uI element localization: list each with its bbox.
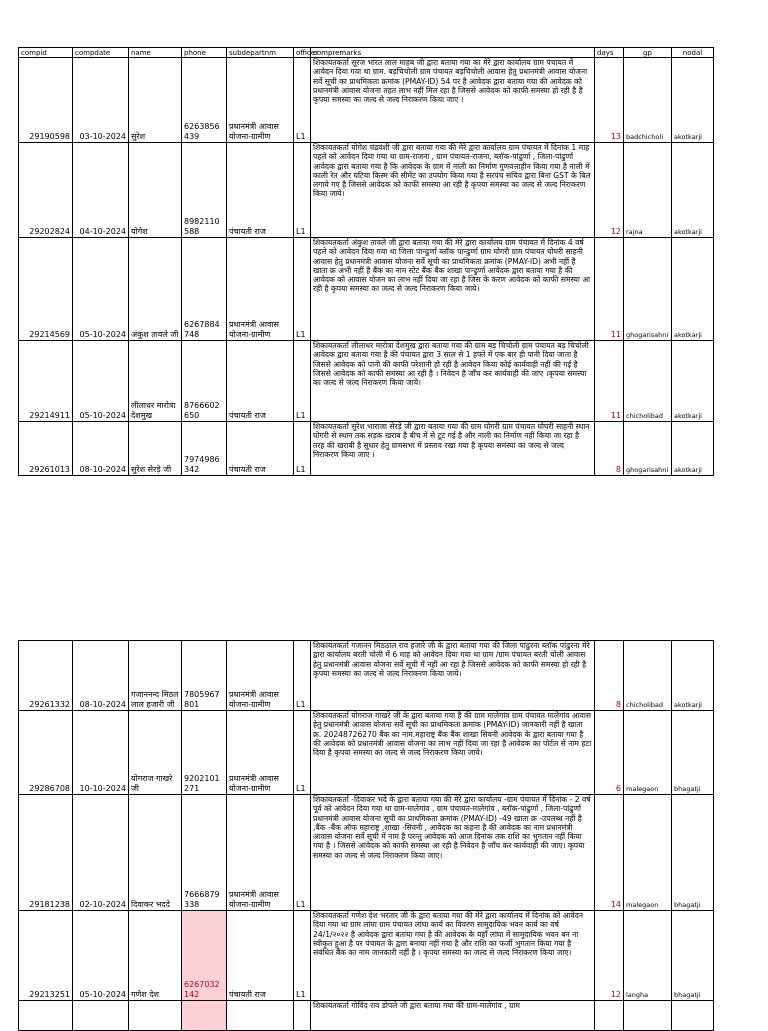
phone-cell: 6263856 439	[182, 58, 227, 143]
days-cell: 12	[595, 911, 624, 1001]
name-cell: दिवाकर भददे	[129, 795, 182, 911]
name-cell: गजाननन्द मिठल लाल हजारी जी	[129, 641, 182, 711]
compid-cell: 29181238	[19, 795, 73, 911]
compid-cell: 29190598	[19, 58, 73, 143]
nodal-cell: akotkarji	[672, 641, 714, 711]
remarks-cell: शिकायतकर्ता योगेश चंद्रवंशी जी द्वारा बताया गया की मेरे द्वारा कार्यालय ग्राम पंचायत में दिनांक 1 माह पहले को आवेदन दिया गया था ग्राम-राजना , ग्राम पंचायत-राजना, ब्लॉक-पांढुर्णा , जिला-पांढुर्णा आवेदक द्वारा बताया गया है कि आवेदक के ग्राम में नाली का निर्माण गुणवत्ताहीन किया गया है नाली में काली रेत और घटिया किस्म की सीमेंट का उपयोग किया गया है सरपंच सचिव द्वारा बिना GST के बिल लगाये गए है जिससे आवेदक को काफी समस्या आ रही है कृपया समस्या का जल्द से जल्द निराकरण किया जाये।	[311, 143, 595, 238]
remarks-cell: शिकायतकर्ता अंकुश तावले जी द्वारा बताया गया की मेरे द्वारा कार्यालय ग्राम पंचायत में दिनांक 4 वर्ष पहले को आवेदन दिया गया था जिला पान्ढुर्णा ब्लॉक पान्ढुर्णा ग्राम घोगरी ग्राम पंचायत घोघरी साहनी आवास हेतु प्रधानमंत्री आवास योजना सर्वे सूची का प्राथमिकता क्रमांक (PMAY-ID) अभी नहीं है खाता क्र अभी नहीं है बैंक का नाम स्टेट बैंक बैंक शाखा पान्ढुर्णा आवेदक द्वारा बताया गया है की आवेदक को आवास योजन का लाभ नहीं दिया जा रहा है जिस के करण आवेदक को काफी समस्या आ रही है कृपया समस्या का जल्द से जल्द निराकरण किया जाये।	[311, 238, 595, 341]
table-row	[19, 911, 714, 1001]
nodal-cell: akotkarji	[672, 422, 714, 476]
compdate-cell: 08-10-2024	[73, 422, 129, 476]
officer-cell: L1	[294, 58, 311, 143]
gp-cell: badchicholi	[624, 58, 672, 143]
phone-cell-highlighted: 6267032 142	[182, 911, 227, 1001]
table-row	[19, 795, 714, 911]
days-cell: 8	[595, 641, 624, 711]
col-header: days	[595, 48, 624, 58]
table-row	[19, 58, 714, 143]
compid-cell: 29261332	[19, 641, 73, 711]
complaints-table-bottom	[18, 640, 714, 1031]
phone-cell-highlighted	[182, 1001, 227, 1031]
name-cell: सुरेश सेरड़े जी	[129, 422, 182, 476]
subdept-cell: प्रधानमंत्री आवास योजना-ग्रामीण	[227, 795, 294, 911]
subdept-cell: पंचायती राज	[227, 143, 294, 238]
col-header: name	[129, 48, 182, 58]
nodal-cell: akotkarji	[672, 58, 714, 143]
remarks-cell: शिकायतकर्ता सूरज भारत लाल माहब जी द्वारा बताया गया का मेरे द्वारा कार्यालय ग्राम पंचायत में आवेदन दिया गया था ग्राम. बड़चिचोली ग्राम पंचायत बड़चिचोली आवास हेतु प्रधानमंत्री आवास योजना सर्वे सूची का प्राथमिकता क्रमांक (PMAY-ID) 54 पर है आवेदक द्वारा बताया गया की आवेदक को प्रधानमंत्री आवास योजना तहत लाभ नहीं मिल रहा है जिससे आवेदक को काफी समस्या हो रही है है कृपया समस्या का जल्द से जल्द निराकरण किया जाए ।	[311, 58, 595, 143]
name-cell: अंकुश तावले जी	[129, 238, 182, 341]
table-row	[19, 238, 714, 341]
officer-cell: L1	[294, 238, 311, 341]
officer-cell: L1	[294, 641, 311, 711]
compid-cell: 29286708	[19, 711, 73, 795]
remarks-cell: शिकायतकर्ता सुरेश भाराजा सेरड़े जी द्वारा बताया गया की ग्राम घोगरी ग्राम पंचायत घोघरी साहनी स्थान घोगरी से स्थान तक सड़क खराब है बीच में से टूट गई है और नाली का निर्माण नहीं किया जा रहा है तरह की खराबी है सुधार हेतु ग्रामसभा में प्रस्ताव रखा गया है कृपया समस्या का जल्द से जल्द निराकरण किया जाए ।	[311, 422, 595, 476]
remarks-cell: शिकायतकर्ता -दिवाकर भदे के द्वारा बताया गया की मेरे द्वारा कार्यालय -ग्राम पंचायत में दिनांक - 2 वर्ष पूर्व को आवेदन दिया गया था ग्राम-मालेगांव , ग्राम पंचायत-मालेगांव , ब्लॉक-पांढुर्णा , जिला-पांढुर्णा प्रधानमंत्री आवास योजना सूची का प्राथमिकता क्रमांक (PMAY-ID) -49 खाता क्र -उपलब्ध नहीं है ,बैंक -बैंक ऑफ महाराष्ट्र ,शाखा -सिवनी , आवेदक का कहना है की आवेदक का नाम प्रधानमंत्री आवास योजना सर्वे सूची में नाम है परन्तु आवेदक को आज दिनांक तक राशि का भुगतान नहीं किया गया है । जिससे आवेदक को काफी समस्या आ रही है निवेदन है जाँच कर कार्यवाही की जाए। कृपया समस्या का जल्द से जल्द निराकरण किया जाए।	[311, 795, 595, 911]
remarks-cell: शिकायतकर्ता गणेश देश भरतार जी के द्वारा बताया गया की मेरे द्वारा कार्यालय में दिनांक को आवेदन दिया गया था ग्राम लांघा ग्राम पंचायत लांघा कार्य का विवरण सामुदायिक भवन कार्य का वर्ष 24/1/२०२२ है आवेदक द्वारा बताया गया है की आवेदक के यहाँ लांघा में सामुदायिक भवन बन ना स्वीकृत हुआ है पर पंचायत के द्वारा बनाया नहीं गया है और राशि का फर्जी भुगतान किया गया है संबंधित बैंक का नाम जानकारी नहीं है । कृपया समस्या का जल्द से जल्द निराकरण किया जाए।	[311, 911, 595, 1001]
nodal-cell: bhagatji	[672, 711, 714, 795]
compid-cell: 29261013	[19, 422, 73, 476]
officer-cell: L1	[294, 422, 311, 476]
col-header: officer	[294, 48, 311, 58]
col-header: compid	[19, 48, 73, 58]
sheet-bottom	[18, 640, 713, 1031]
table-row	[19, 711, 714, 795]
subdept-cell: पंचायती राज	[227, 911, 294, 1001]
phone-cell: 7805967 801	[182, 641, 227, 711]
days-cell: 6	[595, 711, 624, 795]
subdept-cell: प्रधानमंत्री आवास योजना-ग्रामीण	[227, 58, 294, 143]
name-cell	[129, 1001, 182, 1031]
officer-cell: L1	[294, 911, 311, 1001]
officer-cell: L1	[294, 711, 311, 795]
nodal-cell	[672, 1001, 714, 1031]
gp-cell: ghogarisahni	[624, 422, 672, 476]
subdept-cell: पंचायती राज	[227, 422, 294, 476]
name-cell: गणेश देश	[129, 911, 182, 1001]
gp-cell: ghogarisahni	[624, 238, 672, 341]
gp-cell: langha	[624, 911, 672, 1001]
col-header: gp	[624, 48, 672, 58]
officer-cell: L1	[294, 341, 311, 422]
compdate-cell: 03-10-2024	[73, 58, 129, 143]
nodal-cell: akotkarji	[672, 143, 714, 238]
subdept-cell: प्रधानमंत्री आवास योजना-ग्रामीण	[227, 641, 294, 711]
phone-cell: 7666879 338	[182, 795, 227, 911]
table-row	[19, 422, 714, 476]
compdate-cell	[73, 1001, 129, 1031]
table-row	[19, 341, 714, 422]
col-header: subdepartnm	[227, 48, 294, 58]
compdate-cell: 05-10-2024	[73, 341, 129, 422]
gp-cell: chicholibad	[624, 341, 672, 422]
compdate-cell: 10-10-2024	[73, 711, 129, 795]
gp-cell: rajna	[624, 143, 672, 238]
compdate-cell: 08-10-2024	[73, 641, 129, 711]
compdate-cell: 02-10-2024	[73, 795, 129, 911]
remarks-cell: शिकायतकर्ता लीलाधर मारोत्रा देशमुख द्वारा बताया गया की ग्राम बड़ चिचोली ग्राम पंचायत बड़ चिचोली आवेदक द्वारा बताया गया है की पंचायत द्वारा 3 साल से 1 हफ्ते में एक बार ही पानी दिया जाता है जिससे आवेदक को पानी की काफी परेशानी हो रही है आवेदन किया कोई कार्यवाही नहीं की गई है जिससे आवेदक को काफी समस्या आ रही है । निवेदन है जाँच कर कार्यवाही की जाए ।कृपया समस्या का जल्द से जल्द निराकरण किया जाये।	[311, 341, 595, 422]
days-cell: 11	[595, 238, 624, 341]
phone-cell: 8982110 588	[182, 143, 227, 238]
days-cell: 11	[595, 341, 624, 422]
officer-cell: L1	[294, 795, 311, 911]
name-cell: योगराज गाखरे जी	[129, 711, 182, 795]
nodal-cell: bhagatji	[672, 911, 714, 1001]
subdept-cell: प्रधानमंत्री आवास योजना-ग्रामीण	[227, 238, 294, 341]
days-cell	[595, 1001, 624, 1031]
name-cell: लीलाधर मारोत्रा देशमुख	[129, 341, 182, 422]
compdate-cell: 05-10-2024	[73, 911, 129, 1001]
officer-cell	[294, 1001, 311, 1031]
compid-cell	[19, 1001, 73, 1031]
name-cell: योगेश	[129, 143, 182, 238]
gp-cell: malegaon	[624, 711, 672, 795]
nodal-cell: akotkarji	[672, 238, 714, 341]
compid-cell: 29214569	[19, 238, 73, 341]
officer-cell: L1	[294, 143, 311, 238]
col-header: nodal	[672, 48, 714, 58]
sheet-top	[18, 47, 713, 476]
phone-cell: 9202101 271	[182, 711, 227, 795]
subdept-cell: पंचायती राज	[227, 341, 294, 422]
gp-cell	[624, 1001, 672, 1031]
remarks-cell: शिकायतकर्ता योगराज गाखरे जी के द्वारा बताया गया है की ग्राम मालेगांव ग्राम पंचायत मालेगांव आवास हेतु प्रधानमंत्री आवास योजना सर्वे सूची का प्राथमिकता क्रमांक (PMAY-ID) जानकारी नहीं है खाता क्र. 20248726270 बैंक का नाम.महाराष्ट्र बैंक बैंक शाखा सिवनी आवेदक के द्वारा बताया गया है की आवेदक को प्रधानमंत्री आवास योजना का लाभ नहीं दिया जा रहा है आवेदक का पोर्टल से नाम हटा दिया है कृपया समस्या का जल्द से जल्द निराकरण किया जाये।	[311, 711, 595, 795]
subdept-cell	[227, 1001, 294, 1031]
gp-cell: malegaon	[624, 795, 672, 911]
col-header: compremarks	[311, 48, 595, 58]
subdept-cell: प्रधानमंत्री आवास योजना-ग्रामीण	[227, 711, 294, 795]
nodal-cell: akotkarji	[672, 341, 714, 422]
name-cell: सुरेश	[129, 58, 182, 143]
nodal-cell: bhagatji	[672, 795, 714, 911]
table-row	[19, 641, 714, 711]
compid-cell: 29214911	[19, 341, 73, 422]
col-header: phone	[182, 48, 227, 58]
compdate-cell: 05-10-2024	[73, 238, 129, 341]
days-cell: 8	[595, 422, 624, 476]
remarks-cell: शिकायतकर्ता गजानन मिठठाल राव हजारे जी के द्वारा बताया गया की जिला पांढुरना ब्लॉक पांढुरना मेरे द्वारा कार्यालय बरती चोली में 6 माह को आवेदन दिया गया था ग्राम /ग्राम पंचायत बरती चोली आवास हेतु प्रधानमंत्री आवास योजना सर्वे सूची में नहीं आ रहा है जिससे आवेदक को काफी समस्या हो रही है कृपया समस्या का जल्द से जल्द निराकरण किया जाये।	[311, 641, 595, 711]
compid-cell: 29213251	[19, 911, 73, 1001]
phone-cell: 7974986 342	[182, 422, 227, 476]
days-cell: 12	[595, 143, 624, 238]
remarks-cell: शिकायतकर्ता गोविंद राव डोपले जी द्वारा बताया गया की ग्राम-मालेगांव , ग्राम	[311, 1001, 595, 1031]
complaints-table-top	[18, 47, 714, 476]
days-cell: 13	[595, 58, 624, 143]
table-row	[19, 1001, 714, 1031]
header-row	[19, 48, 714, 58]
gp-cell: chicholibad	[624, 641, 672, 711]
col-header: compdate	[73, 48, 129, 58]
phone-cell: 8766602 650	[182, 341, 227, 422]
phone-cell: 6267884 748	[182, 238, 227, 341]
days-cell: 14	[595, 795, 624, 911]
compid-cell: 29202824	[19, 143, 73, 238]
table-row	[19, 143, 714, 238]
compdate-cell: 04-10-2024	[73, 143, 129, 238]
